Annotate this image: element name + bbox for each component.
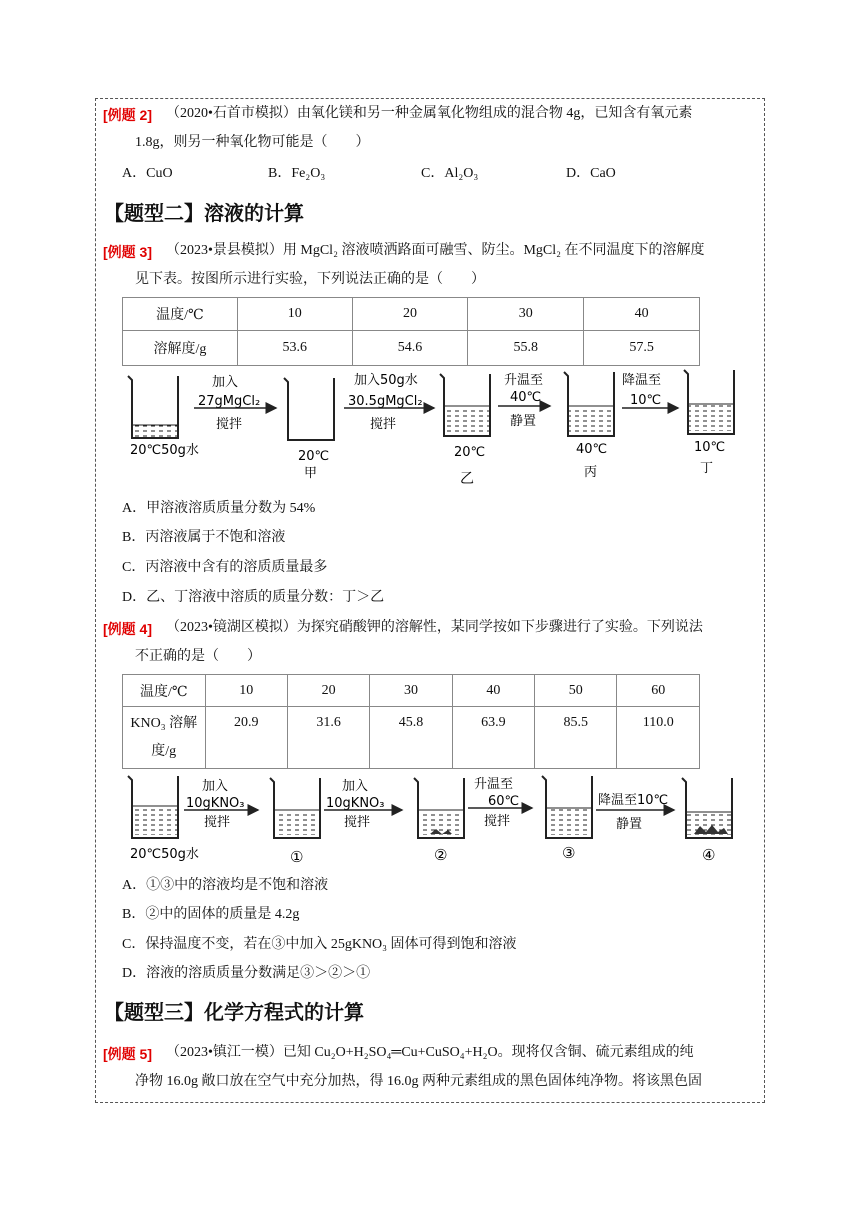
example-3-option-d: D．乙、丁溶液中溶质的质量分数：丁＞乙: [122, 590, 385, 605]
arrow-1-top: 加入: [202, 779, 229, 794]
table-cell: 85.5: [535, 707, 617, 769]
example-2-tag: [例题 2]: [103, 107, 152, 123]
example-3-option-b: B．丙溶液属于不饱和溶液: [122, 530, 286, 545]
arrow-3-bottom: 静置: [510, 414, 537, 429]
table-cell: 57.5: [584, 331, 700, 366]
beaker-1-label: 20℃50g水: [130, 443, 199, 458]
example-5-tag: [例题 5]: [103, 1046, 152, 1062]
table-cell: 30: [370, 675, 452, 707]
example-2-option-b: B．Fe₂O₃: [268, 166, 326, 181]
example-3-line2: 见下表。按图所示进行实验，下列说法正确的是（ ）: [135, 272, 485, 287]
arrow-4-mid: 10℃: [630, 393, 662, 408]
example-4-line1: （2023•镜湖区模拟）为探究硝酸钾的溶解性，某同学按如下步骤进行了实验。下列说法: [166, 620, 703, 635]
arrow-1-mid: 27gMgCl₂: [198, 394, 261, 409]
example-3-option-a: A．甲溶液溶质质量分数为 54%: [122, 501, 316, 516]
arrow-1-top: 加入: [212, 375, 239, 390]
beaker-4-label: ③: [562, 844, 576, 862]
beaker-3: [440, 374, 490, 436]
table-cell: 温度/℃: [123, 675, 206, 707]
beaker-2: [284, 378, 334, 440]
example-4-tag: [例题 4]: [103, 621, 152, 637]
table-cell: 53.6: [237, 331, 352, 366]
beaker-5: [682, 778, 732, 838]
kno3-solubility-table: [122, 674, 700, 769]
example-2-option-d: D．CaO: [566, 166, 616, 181]
beaker-5-label: ④: [702, 846, 716, 864]
table-cell: 45.8: [370, 707, 452, 769]
example-2-option-c: C．Al₂O₃: [421, 166, 479, 181]
example-2-line2: 1.8g，则另一种氧化物可能是（ ）: [135, 135, 370, 150]
table-cell: 63.9: [452, 707, 534, 769]
beaker-2-temp: 20℃: [298, 449, 330, 464]
arrow-2-bottom: 搅拌: [344, 815, 371, 830]
table-cell: 110.0: [617, 707, 700, 769]
table-cell: 50: [535, 675, 617, 707]
mgcl2-solubility-table: [122, 297, 700, 366]
table-cell: 54.6: [352, 331, 468, 366]
arrow-4-top: 降温至10℃: [598, 793, 669, 808]
beaker-3-temp: 20℃: [454, 445, 486, 460]
beaker-5-temp: 10℃: [694, 440, 726, 455]
beaker-3-name: 乙: [460, 471, 474, 487]
table-cell: 40: [452, 675, 534, 707]
arrow-2-mid: 30.5gMgCl₂: [348, 394, 423, 409]
mgcl2-experiment-diagram: [118, 368, 738, 493]
example-4-option-d: D．溶液的溶质质量分数满足③＞②＞①: [122, 966, 371, 981]
arrow-2-top: 加入50g水: [354, 373, 418, 388]
beaker-4-name: 丙: [584, 465, 598, 480]
beaker-1: [128, 376, 178, 438]
example-4-option-b: B．②中的固体的质量是 4.2g: [122, 907, 300, 922]
arrow-1-mid: 10gKNO₃: [186, 796, 245, 811]
example-3-line1: （2023•景县模拟）用 MgCl₂ 溶液喷洒路面可融雪、防尘。MgCl₂ 在不同温度下的溶解度: [166, 243, 705, 258]
beaker-4-temp: 40℃: [576, 442, 608, 457]
example-3-option-c: C．丙溶液中含有的溶质质量最多: [122, 560, 328, 575]
arrow-1-bottom: 搅拌: [204, 815, 231, 830]
arrow-4-top: 降温至: [622, 373, 662, 388]
section-heading-3: 【题型三】化学方程式的计算: [104, 1000, 364, 1024]
beaker-4: [542, 776, 592, 838]
beaker-2-label: ①: [290, 848, 304, 866]
table-cell: 20.9: [205, 707, 287, 769]
beaker-5-name: 丁: [700, 461, 714, 476]
table-cell: [123, 707, 206, 769]
beaker-2: [270, 778, 320, 838]
arrow-2-bottom: 搅拌: [370, 417, 397, 432]
arrow-3-mid: 40℃: [510, 390, 542, 405]
table-cell: 20: [287, 675, 369, 707]
table-cell: 40: [584, 298, 700, 331]
table-cell: 10: [237, 298, 352, 331]
arrow-4-bottom: 静置: [616, 817, 643, 832]
example-5-line2: 净物 16.0g 敞口放在空气中充分加热，得 16.0g 两种元素组成的黑色固体纯净物。将该黑色固: [135, 1074, 702, 1089]
table-cell: 60: [617, 675, 700, 707]
kno3-experiment-diagram: [118, 772, 738, 867]
table-cell: 20: [352, 298, 468, 331]
arrow-3-bottom: 搅拌: [484, 814, 511, 829]
table-cell: 溶解度/g: [123, 331, 238, 366]
arrow-3-top: 升温至: [474, 777, 514, 792]
example-2-option-a: A．CuO: [122, 166, 173, 181]
example-2-line1: （2020•石首市模拟）由氧化镁和另一种金属氧化物组成的混合物 4g，已知含有氧元素: [166, 106, 693, 121]
example-4-option-c: C．保持温度不变，若在③中加入 25gKNO₃ 固体可得到饱和溶液: [122, 937, 517, 952]
table-cell: 55.8: [468, 331, 584, 366]
beaker-3: [414, 778, 464, 838]
beaker-2-name: 甲: [304, 466, 318, 481]
example-5-line1: （2023•镇江一模）已知 Cu₂O+H₂SO₄═Cu+CuSO₄+H₂O。现将仅含铜、硫元素组成的纯: [166, 1045, 694, 1060]
table-cell-line: KNO₃ 溶解: [130, 715, 198, 731]
table-cell: 30: [468, 298, 584, 331]
table-cell: 温度/℃: [123, 298, 238, 331]
example-3-tag: [例题 3]: [103, 244, 152, 260]
beaker-1: [128, 776, 178, 838]
beaker-4: [564, 372, 614, 436]
beaker-3-label: ②: [434, 846, 448, 864]
table-cell-line: 度/g: [151, 743, 177, 759]
arrow-3-mid: 60℃: [488, 794, 520, 809]
section-heading-2: 【题型二】溶液的计算: [104, 201, 304, 225]
example-4-line2: 不正确的是（ ）: [135, 649, 261, 664]
table-cell: 31.6: [287, 707, 369, 769]
beaker-5: [684, 370, 734, 434]
arrow-2-mid: 10gKNO₃: [326, 796, 385, 811]
arrow-1-bottom: 搅拌: [216, 417, 243, 432]
example-4-option-a: A．①③中的溶液均是不饱和溶液: [122, 878, 329, 893]
arrow-2-top: 加入: [342, 779, 369, 794]
table-cell: 10: [205, 675, 287, 707]
arrow-3-top: 升温至: [504, 373, 544, 388]
beaker-1-label: 20℃50g水: [130, 847, 199, 862]
